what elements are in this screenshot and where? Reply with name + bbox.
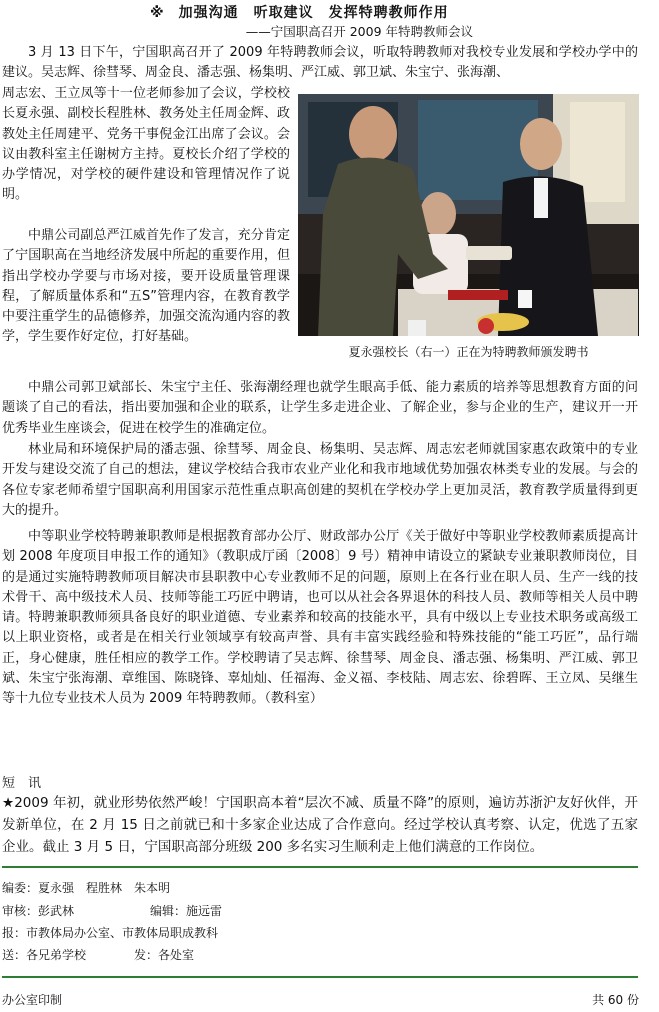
report-recipients: 市教体局办公室、市教体局职成教科 [26,926,219,940]
printer-note: 办公室印制 [2,993,63,1007]
issue-recipients: 各处室 [158,948,195,962]
paragraph-intro: 周志宏、王立凤等十一位老师参加了会议，学校校长夏永强、副校长程胜林、教务处主任周金辉、政教处主任周建平、党务干事倪金江出席了会议。会议由教科室主任谢树方主持。夏校长介绍了学校的办学情况，对学校的硬件建设和管理情况作了说明。 [2,86,290,203]
headline-title: 加强沟通 听取建议 发挥特聘教师作用 [178,5,449,21]
masthead-report [2,922,218,944]
issue-label: 发： [134,948,159,962]
editors-label: 编委： [2,881,39,895]
editor-name: 施远雷 [186,904,223,918]
divider-top [2,866,638,868]
report-label: 报： [2,926,27,940]
masthead-send [2,944,194,966]
copies-count: 共 60 份 [592,993,639,1007]
news-section-title: 短 讯 [2,776,42,791]
send-recipients: 各兄弟学校 [26,948,87,962]
article-headline [150,2,570,22]
divider-bottom [2,976,638,978]
paragraph-speech-yan: 中鼎公司副总严江威首先作了发言，充分肯定了宁国职高在当地经济发展中所起的重要作用，但指出学校办学要与市场对接，要开设质量管理课程，了解质量体系和“五S”管理内容，在教育教学中要注重学生的品德修养，加强交流沟通内容的教学，学生要作好定位，打好基础。 [2,228,290,345]
paragraph-forestry: 林业局和环境保护局的潘志强、徐彗琴、周金良、杨集明、吴志辉、周志宏老师就国家惠农政策中的专业开发与建设交流了自己的想法，建议学校结合我市农业产业化和我市地域优势加强农林类专业的发展。与会的各位专家老师希望宁国职高利用国家示范性重点职高创建的契机在学校办学上更加灵活，教育教学质量得到更大的提升。 [2,442,638,518]
reviewer-label: 审核： [2,904,39,918]
news-item: ★2009 年初，就业形势依然严峻！宁国职高本着“层次不减、质量不降”的原则，遍访苏浙沪友好伙伴，开发新单位，在 2 月 15 日之前就已和十多家企业达成了合作意向。经过学校认真考察、认定，优选了五家企业。截止 3 月 5 日，宁国职高部分班级 200 多名实习生顺利走上他们满意的工作岗位。 [2,795,638,855]
editors-names: 夏永强 程胜林 朱本明 [38,881,171,895]
send-label: 送： [2,948,27,962]
photo-caption: 夏永强校长（右一）正在为特聘教师颁发聘书 [348,345,589,359]
reviewer-name: 彭武林 [38,904,75,918]
paragraph-intro-line: 3 月 13 日下午，宁国职高召开了 2009 年特聘教师会议，听取特聘教师对我校专业发展和学校办学中的建议。吴志辉、徐彗琴、周金良、潘志强、杨集明、严江威、郭卫斌、朱宝宁、张海潮、 [2,45,638,81]
editor-label: 编辑： [150,904,187,918]
paragraph-policy: 中等职业学校特聘兼职教师是根据教育部办公厅、财政部办公厅《关于做好中等职业学校教师素质提高计划 2008 年度项目申报工作的通知》（教职成厅函〔2008〕9 号）精神申请设立的紧缺专业兼职教师岗位，目的是通过实施特聘教师项目解决市县职教中心专业教师不足的问题，原则上在各行业在职人员、生产一线的技术骨干、高中级技术人员、技师等能工巧匠中聘请，也可以从社会各界退休的科技人员、教师等相关人员中聘请。特聘兼职教师须具备良好的职业道德、专业素养和较高的技能水平，具有中级以上专业技术职务或高级工以上职业资格，或者是在相关行业领域享有较高声誉、具有丰富实践经验和特殊技能的“能工巧匠”，品行端正，身心健康，胜任相应的教学工作。学校聘请了吴志辉、徐彗琴、周金良、潘志强、杨集明、严江威、郭卫斌、朱宝宁张海潮、章维国、陈晓锋、辜灿灿、任福海、金义福、李枝陆、周志宏、徐碧晖、王立凤、吴继生等十九位专业技术人员为 2009 年特聘教师。（教科室） [2,529,638,707]
masthead-review [2,900,222,922]
award-photo [298,94,639,336]
reference-mark: ※ [150,5,165,21]
paragraph-speech-guo: 中鼎公司郭卫斌部长、朱宝宁主任、张海潮经理也就学生眼高手低、能力素质的培养等思想教育方面的问题谈了自己的看法，指出要加强和企业的联系，让学生多走进企业、了解企业，参与企业的生产，建议开一开优秀毕业生座谈会，促进在校学生的准确定位。 [2,380,638,436]
masthead-editors [2,877,170,899]
article-subtitle: ——宁国职高召开 2009 年特聘教师会议 [245,24,473,39]
photo-illustration [298,94,639,336]
